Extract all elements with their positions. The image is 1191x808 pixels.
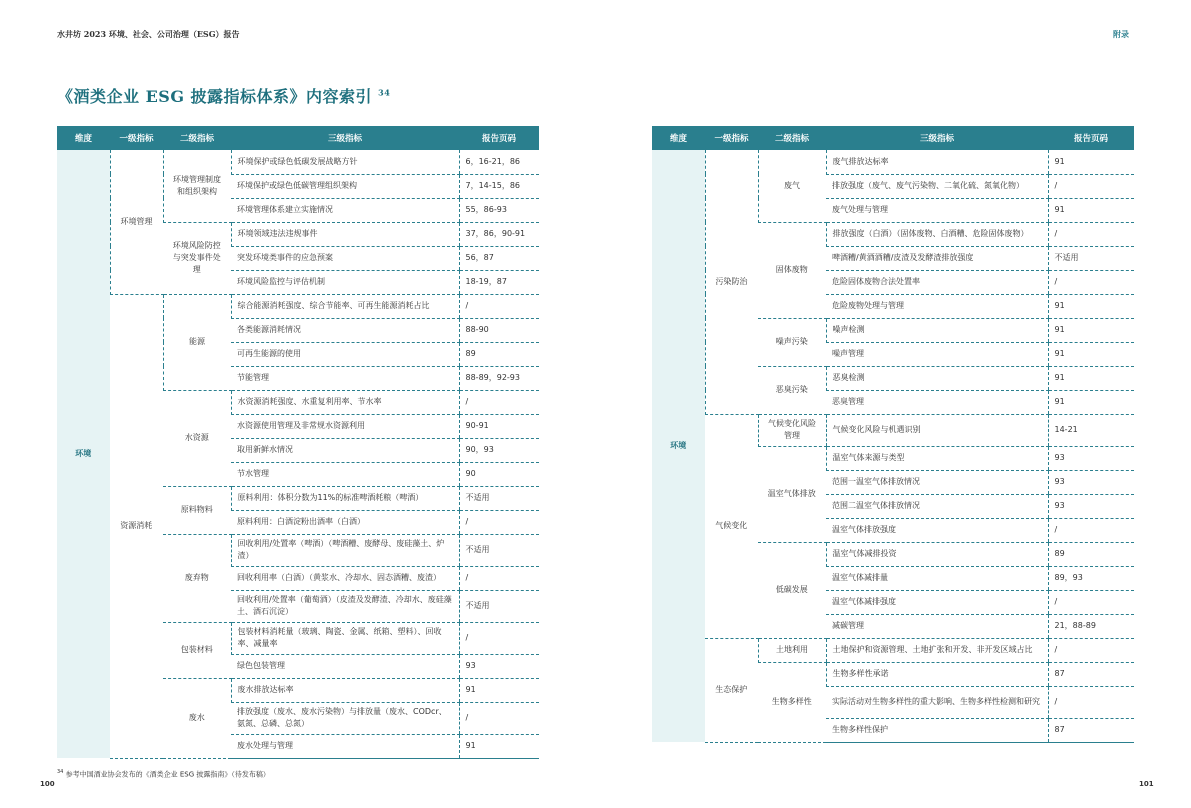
- page-cell: 91: [1048, 150, 1134, 174]
- l3-cell: 回收利用/处置率（啤酒）（啤酒糟、废酵母、废硅藻土、炉渣）: [231, 534, 459, 566]
- l3-cell: 绿色包装管理: [231, 654, 459, 678]
- l3-cell: 减碳管理: [826, 614, 1048, 638]
- page-cell: /: [1048, 222, 1134, 246]
- table-row: [652, 638, 1134, 662]
- page-cell: 90，93: [459, 438, 539, 462]
- page-cell: 91: [1048, 198, 1134, 222]
- l2-cell: 包装材料: [163, 622, 231, 678]
- l1-cell: 环境管理: [110, 150, 163, 294]
- l3-cell: 噪声检测: [826, 318, 1048, 342]
- page-cell: /: [459, 566, 539, 590]
- l3-cell: 温室气体减排量: [826, 566, 1048, 590]
- col-header-dim: 维度: [57, 126, 110, 150]
- l2-cell: 气候变化风险管理: [758, 414, 826, 446]
- l2-cell: 废气: [758, 150, 826, 222]
- l2-cell: 固体废物: [758, 222, 826, 318]
- l3-cell: 节能管理: [231, 366, 459, 390]
- col-header-page: 报告页码: [1048, 126, 1134, 150]
- page-cell: 21，88-89: [1048, 614, 1134, 638]
- page-cell: 93: [1048, 494, 1134, 518]
- l1-cell: 污染防治: [705, 150, 758, 414]
- l2-cell: 温室气体排放: [758, 446, 826, 542]
- page-cell: 91: [1048, 294, 1134, 318]
- l3-cell: 生物多样性承诺: [826, 662, 1048, 686]
- l3-cell: 原料利用：白酒淀粉出酒率（白酒）: [231, 510, 459, 534]
- l3-cell: 温室气体减排投资: [826, 542, 1048, 566]
- page-cell: 93: [459, 654, 539, 678]
- page-cell: 不适用: [1048, 246, 1134, 270]
- page-cell: 88-90: [459, 318, 539, 342]
- page-cell: /: [1048, 270, 1134, 294]
- col-header-dim: 维度: [652, 126, 705, 150]
- l3-cell: 包装材料消耗量（玻璃、陶瓷、金属、纸箱、塑料）、回收率、减量率: [231, 622, 459, 654]
- l2-cell: 恶臭污染: [758, 366, 826, 414]
- page-cell: 14-21: [1048, 414, 1134, 446]
- l3-cell: 排放强度（白酒）（固体废物、白酒糟、危险固体废物）: [826, 222, 1048, 246]
- page-cell: 55，86-93: [459, 198, 539, 222]
- table-row: [57, 294, 539, 318]
- l3-cell: 节水管理: [231, 462, 459, 486]
- l3-cell: 环境领域违法违规事件: [231, 222, 459, 246]
- l3-cell: 突发环境类事件的应急预案: [231, 246, 459, 270]
- page-cell: 89: [1048, 542, 1134, 566]
- l2-cell: 水资源: [163, 390, 231, 486]
- page-cell: /: [459, 510, 539, 534]
- col-header-l2: 二级指标: [163, 126, 231, 150]
- page-cell: 91: [459, 678, 539, 702]
- page-number-right: 101: [1139, 780, 1154, 788]
- l3-cell: 环境风险监控与评估机制: [231, 270, 459, 294]
- col-header-l2: 二级指标: [758, 126, 826, 150]
- page-cell: /: [1048, 174, 1134, 198]
- l3-cell: 噪声管理: [826, 342, 1048, 366]
- l3-cell: 废水排放达标率: [231, 678, 459, 702]
- l2-cell: 环境管理制度和组织架构: [163, 150, 231, 222]
- l3-cell: 啤酒糟/黄酒酒糟/皮渣及发酵渣排放强度: [826, 246, 1048, 270]
- page-title: [57, 84, 390, 107]
- l3-cell: 恶臭管理: [826, 390, 1048, 414]
- page-cell: 89，93: [1048, 566, 1134, 590]
- l3-cell: 排放强度（废气、废气污染物、二氧化硫、氮氧化物）: [826, 174, 1048, 198]
- l3-cell: 水资源消耗强度、水重复利用率、节水率: [231, 390, 459, 414]
- section-label: 附录: [1113, 29, 1129, 39]
- footnote: [57, 769, 270, 779]
- l2-cell: 生物多样性: [758, 662, 826, 742]
- l2-cell: 噪声污染: [758, 318, 826, 366]
- l3-cell: 范围二温室气体排放情况: [826, 494, 1048, 518]
- page-cell: 88-89，92-93: [459, 366, 539, 390]
- l3-cell: 危险废物处理与管理: [826, 294, 1048, 318]
- page-cell: /: [459, 390, 539, 414]
- page-cell: 90: [459, 462, 539, 486]
- page-cell: /: [1048, 638, 1134, 662]
- page-cell: 6，16-21，86: [459, 150, 539, 174]
- l3-cell: 范围一温室气体排放情况: [826, 470, 1048, 494]
- l2-cell: 废弃物: [163, 534, 231, 622]
- title-footnote-ref: 34: [378, 87, 391, 98]
- col-header-l3: 三级指标: [231, 126, 459, 150]
- index-table-left: [57, 126, 539, 759]
- l3-cell: 气候变化风险与机遇识别: [826, 414, 1048, 446]
- page-cell: 91: [1048, 366, 1134, 390]
- page-cell: 91: [1048, 342, 1134, 366]
- page-cell: 87: [1048, 662, 1134, 686]
- page-cell: 不适用: [459, 590, 539, 622]
- footnote-text: 参考中国酒业协会发布的《酒类企业 ESG 披露指南》（待发布稿）: [65, 770, 270, 779]
- page-cell: /: [459, 702, 539, 734]
- page-cell: /: [459, 622, 539, 654]
- index-table-right: [652, 126, 1134, 743]
- page-cell: 37，86，90-91: [459, 222, 539, 246]
- l1-cell: 气候变化: [705, 414, 758, 638]
- l3-cell: 温室气体减排强度: [826, 590, 1048, 614]
- l3-cell: 环境保护或绿色低碳发展战略方针: [231, 150, 459, 174]
- page-cell: 90-91: [459, 414, 539, 438]
- l3-cell: 废气排放达标率: [826, 150, 1048, 174]
- l3-cell: 危险固体废物合法处置率: [826, 270, 1048, 294]
- l2-cell: 低碳发展: [758, 542, 826, 638]
- dimension-cell: 环境: [652, 150, 705, 742]
- page-cell: 91: [1048, 318, 1134, 342]
- l3-cell: 原料利用：体积分数为11%的标准啤酒耗粮（啤酒）: [231, 486, 459, 510]
- l3-cell: 实际活动对生物多样性的重大影响、生物多样性检测和研究: [826, 686, 1048, 718]
- table-header-row: [652, 126, 1134, 150]
- page-cell: 93: [1048, 446, 1134, 470]
- l3-cell: 生物多样性保护: [826, 718, 1048, 742]
- col-header-l3: 三级指标: [826, 126, 1048, 150]
- col-header-l1: 一级指标: [110, 126, 163, 150]
- l3-cell: 可再生能源的使用: [231, 342, 459, 366]
- l2-cell: 环境风险防控与突发事件处理: [163, 222, 231, 294]
- l1-cell: 资源消耗: [110, 294, 163, 758]
- dimension-cell: 环境: [57, 150, 110, 758]
- page-title-text: 《酒类企业 ESG 披露指标体系》内容索引: [57, 87, 373, 106]
- l3-cell: 排放强度（废水、废水污染物）与排放量（废水、CODcr、氨氮、总磷、总氮）: [231, 702, 459, 734]
- report-header-title: 水井坊 2023 环境、社会、公司治理（ESG）报告: [57, 29, 240, 39]
- page-cell: 89: [459, 342, 539, 366]
- page-cell: 93: [1048, 470, 1134, 494]
- col-header-l1: 一级指标: [705, 126, 758, 150]
- l3-cell: 恶臭检测: [826, 366, 1048, 390]
- l3-cell: 综合能源消耗强度、综合节能率、可再生能源消耗占比: [231, 294, 459, 318]
- l3-cell: 取用新鲜水情况: [231, 438, 459, 462]
- l2-cell: 原料物料: [163, 486, 231, 534]
- l3-cell: 废气处理与管理: [826, 198, 1048, 222]
- l1-cell: 生态保护: [705, 638, 758, 742]
- table-row: [652, 150, 1134, 174]
- page-cell: 18-19，87: [459, 270, 539, 294]
- l2-cell: 土地利用: [758, 638, 826, 662]
- page-cell: 91: [1048, 390, 1134, 414]
- l3-cell: 温室气体排放强度: [826, 518, 1048, 542]
- page-cell: /: [1048, 686, 1134, 718]
- page-cell: 不适用: [459, 486, 539, 510]
- page-cell: 56，87: [459, 246, 539, 270]
- l3-cell: 各类能源消耗情况: [231, 318, 459, 342]
- page-cell: /: [1048, 518, 1134, 542]
- l3-cell: 土地保护和资源管理、土地扩张和开发、非开发区域占比: [826, 638, 1048, 662]
- table-header-row: [57, 126, 539, 150]
- col-header-page: 报告页码: [459, 126, 539, 150]
- l3-cell: 废水处理与管理: [231, 734, 459, 758]
- l3-cell: 回收利用率（白酒）（黄浆水、冷却水、固态酒糟、废渣）: [231, 566, 459, 590]
- l2-cell: 废水: [163, 678, 231, 758]
- footnote-ref: 34: [57, 769, 64, 775]
- l3-cell: 环境保护或绿色低碳管理组织架构: [231, 174, 459, 198]
- l3-cell: 回收利用/处置率（葡萄酒）（皮渣及发酵渣、冷却水、废硅藻土、酒石沉淀）: [231, 590, 459, 622]
- page-cell: /: [459, 294, 539, 318]
- l3-cell: 环境管理体系建立实施情况: [231, 198, 459, 222]
- page-cell: 7，14-15，86: [459, 174, 539, 198]
- table-row: [57, 150, 539, 174]
- table-row: [652, 414, 1134, 446]
- page-cell: 91: [459, 734, 539, 758]
- page-number-left: 100: [40, 780, 55, 788]
- l3-cell: 温室气体来源与类型: [826, 446, 1048, 470]
- page-cell: 不适用: [459, 534, 539, 566]
- page-cell: /: [1048, 590, 1134, 614]
- l3-cell: 水资源使用管理及非常规水资源利用: [231, 414, 459, 438]
- page-cell: 87: [1048, 718, 1134, 742]
- l2-cell: 能源: [163, 294, 231, 390]
